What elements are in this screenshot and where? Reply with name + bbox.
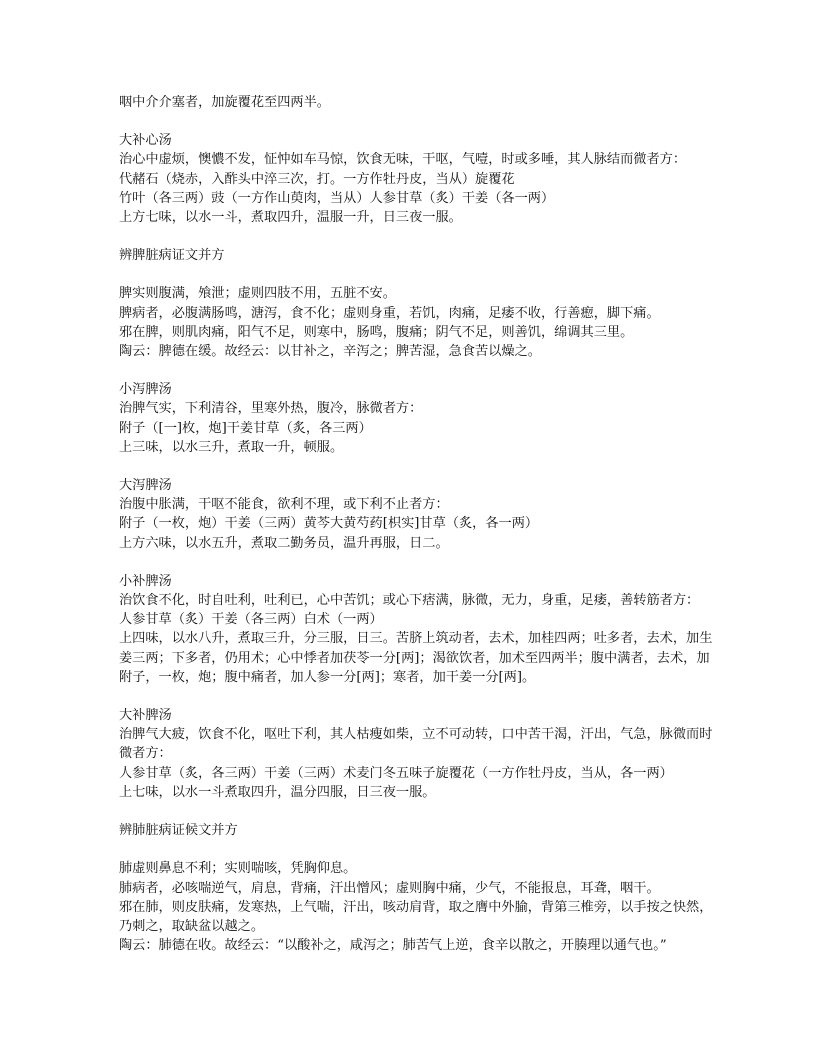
l31: 治脾气大疲，饮食不化，呕吐下利，其人枯瘦如柴，立不可动转，口中苦干渴，汗出，气急，脉微而时微者方： — [119, 727, 713, 762]
l16: 治脾气实，下利清谷，里寒外热，腹冷，脉微者方： — [119, 401, 423, 417]
l22: 附子（一枚，炮）干姜（三两）黄芩大黄芍药[枳实]甘草（炙，各一两） — [119, 516, 539, 532]
l10: 脾实则腹满，飧泄；虚则四肢不用，五脏不安。 — [119, 286, 396, 302]
blank-line — [119, 457, 716, 476]
blank-line — [119, 361, 716, 380]
l13: 陶云：脾德在缓。故经云：以甘补之，辛泻之；脾苦湿，急食苦以燥之。 — [119, 344, 541, 360]
l28: 上四味，以水八升，煮取三升，分三服，日三。苦脐上筑动者，去术，加桂四两；吐多者，去术，加生姜三两；下多者，仍用术；心中悸者加茯苓一分[两]；渴欲饮者，加术至四两半；腹中满者，去术，加附子，一枚，炮；腹中痛者，加人参一分[两]；寒者，加干姜一分[两]。 — [119, 631, 713, 685]
section-title-da-bu-pi-tang: 大补脾汤 — [119, 708, 172, 724]
l3: 治心中虚烦，懊憹不发，怔忡如车马惊，饮食无味，干呕，气噎，时或多唾，其人脉结而微者方： — [119, 152, 687, 168]
l27: 人参甘草（炙）干姜（各三两）白术（一两） — [119, 612, 383, 628]
l0: 咽中介介塞者，加旋覆花至四两半。 — [119, 95, 330, 110]
l32: 人参甘草（炙，各三两）干姜（三两）术麦门冬五味子旋覆花（一方作牡丹皮，当从，各一两） — [119, 765, 673, 781]
blank-line — [119, 802, 716, 821]
l38: 肺病者，必咳喘逆气，肩息，背痛，汗出憎风；虚则胸中痛，少气，不能报息，耳聋，咽干。 — [119, 880, 660, 896]
l33: 上七味，以水一斗煮取四升，温分四服，日三夜一服。 — [119, 784, 436, 800]
l21: 治腹中胀满，干呕不能食，欲利不理，或下利不止者方： — [119, 497, 449, 513]
l26: 治饮食不化，时自吐利，吐利已，心中苦饥；或心下痞满，脉微，无力，身重，足痿，善转筋者方： — [119, 593, 700, 609]
l39: 邪在肺，则皮肤痛，发寒热，上气喘，汗出，咳动肩背，取之膺中外腧，背第三椎旁，以手按之快然，乃刺之，取缺盆以越之。 — [119, 899, 713, 934]
blank-line — [119, 265, 716, 284]
l40: 陶云：肺德在收。故经云：“以酸补之，咸泻之；肺苦气上逆，食辛以散之，开腠理以通气也。” — [119, 938, 667, 954]
section-title-da-xie-pi-tang: 大泻脾汤 — [119, 478, 172, 494]
l4: 代赭石（烧赤，入酢头中淬三次，打。一方作牡丹皮，当从）旋覆花 — [119, 171, 515, 187]
blank-line — [119, 553, 716, 572]
section-title-da-bu-xin-tang: 大补心汤 — [119, 133, 172, 149]
l5: 竹叶（各三两）豉（一方作山萸肉，当从）人参甘草（炙）干姜（各一两） — [119, 190, 555, 206]
l17: 附子（[一]枚，炮]干姜甘草（炙，各三两） — [119, 420, 372, 436]
l11: 脾病者，必腹满肠鸣，溏泻，食不化；虚则身重，若饥，肉痛，足痿不收，行善瘛，脚下痛。 — [119, 305, 660, 321]
blank-line — [119, 227, 716, 246]
chapter-heading-lung: 辨肺脏病证候文并方 — [119, 823, 238, 839]
blank-line — [119, 112, 716, 131]
section-title-xiao-xie-pi-tang: 小泻脾汤 — [119, 382, 172, 398]
l18: 上三味，以水三升，煮取一升，顿服。 — [119, 439, 344, 455]
blank-line — [119, 687, 716, 706]
l12: 邪在脾，则肌肉痛，阳气不足，则寒中，肠鸣，腹痛；阴气不足，则善饥，绵调其三里。 — [119, 324, 634, 340]
blank-line — [119, 840, 716, 859]
section-title-xiao-bu-pi-tang: 小补脾汤 — [119, 573, 172, 589]
l37: 肺虚则鼻息不利；实则喘咳，凭胸仰息。 — [119, 861, 357, 877]
chapter-heading-spleen: 辨脾脏病证文并方 — [119, 248, 225, 264]
l6: 上方七味，以水一斗，煮取四升，温服一升，日三夜一服。 — [119, 210, 462, 226]
l23: 上方六味，以水五升，煮取二勤务员，温升再服，日二。 — [119, 535, 449, 551]
